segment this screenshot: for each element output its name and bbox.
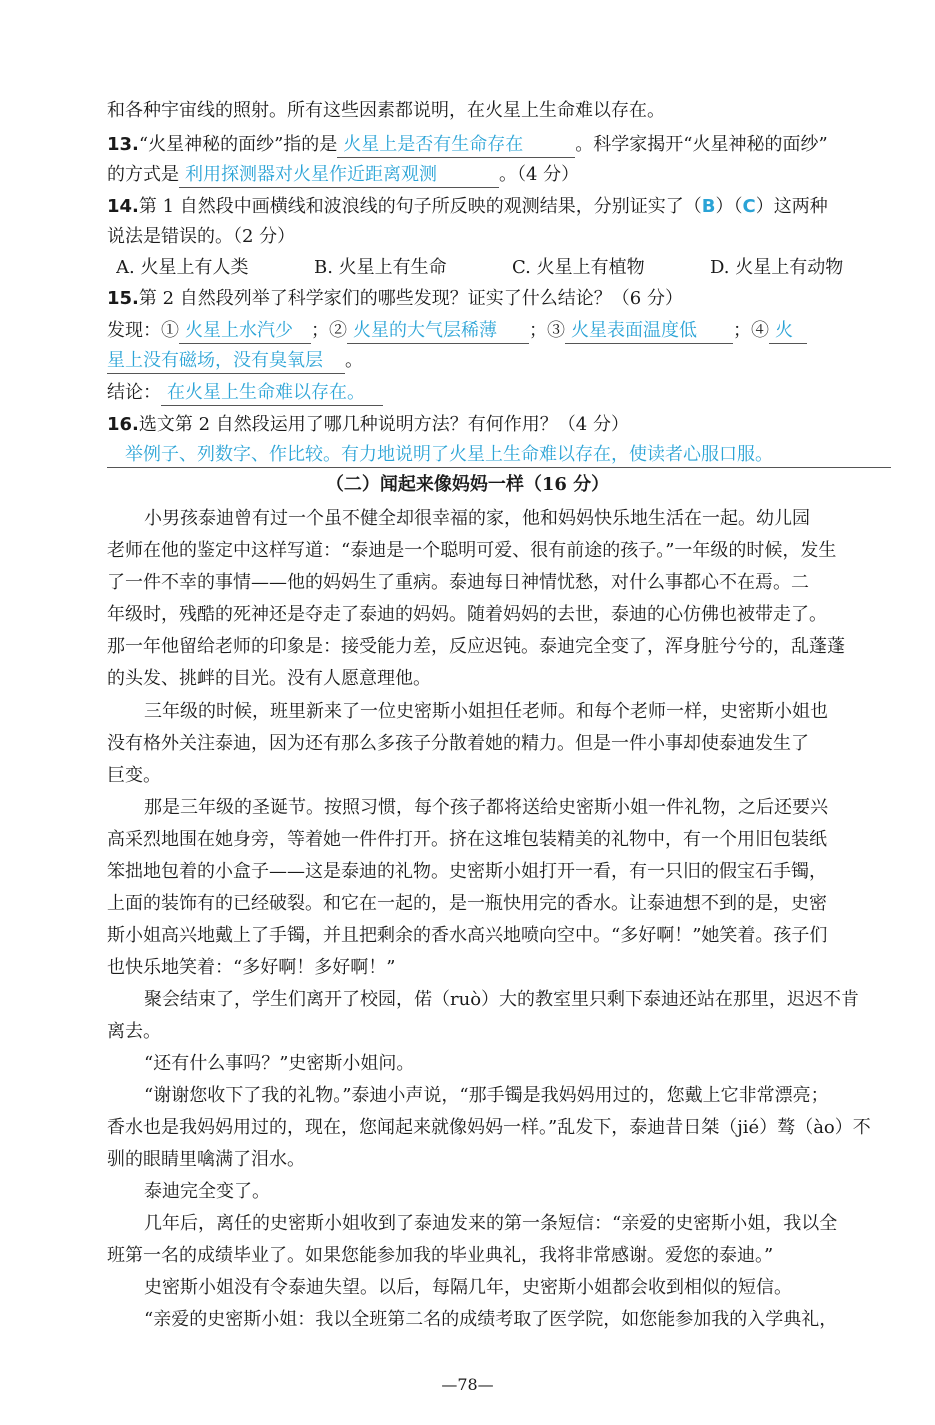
conclusion-label: 结论： <box>107 382 161 403</box>
passage-line: 聚会结束了，学生们离开了校园，偌（ruò）大的教室里只剩下泰迪还站在那里，迟迟不肯 <box>144 989 860 1010</box>
answer-blank: 火星表面温度低 <box>565 319 733 344</box>
answer-blank: 星上没有磁场，没有臭氧层 <box>107 349 345 374</box>
question-15-conclusion <box>107 380 893 406</box>
question-text: “火星神秘的面纱”指的是 <box>138 134 338 155</box>
answer-blank: 火 <box>769 319 807 344</box>
question-16-line-1 <box>107 412 893 438</box>
answer-blank: 火星上是否有生命存在 <box>337 133 575 158</box>
passage-line: 巨变。 <box>107 765 161 786</box>
passage-line: 泰迪完全变了。 <box>144 1181 270 1202</box>
question-text: 选文第 2 自然段运用了哪几种说明方法？有何作用？（4 分） <box>138 414 629 435</box>
section-title: （二）闻起来像妈妈一样（16 分） <box>325 474 610 495</box>
answer-choice: B <box>701 196 716 217</box>
page-number: —78— <box>441 1375 494 1394</box>
answer-blank: 举例子、列数字、作比较。有力地说明了火星上生命难以存在，使读者心服口服。 <box>107 443 891 468</box>
passage-line: 斯小姐高兴地戴上了手镯，并且把剩余的香水高兴地喷向空中。“多好啊！”她笑着。孩子们 <box>107 925 828 946</box>
passage-line: 小男孩泰迪曾有过一个虽不健全却很幸福的家，他和妈妈快乐地生活在一起。幼儿园 <box>144 508 810 529</box>
passage-line: 几年后，离任的史密斯小姐收到了泰迪发来的第一条短信：“亲爱的史密斯小姐，我以全 <box>144 1213 838 1234</box>
passage-line: 上面的装饰有的已经破裂。和它在一起的，是一瓶快用完的香水。让泰迪想不到的是，史密 <box>107 893 827 914</box>
separator: 。 <box>345 350 363 371</box>
question-text: 。（4 分） <box>499 164 580 185</box>
passage-line: 的头发、挑衅的目光。没有人愿意理他。 <box>107 668 431 689</box>
question-text: 的方式是 <box>107 164 179 185</box>
findings-label: 发现：① <box>107 320 179 341</box>
answer-choice: C <box>742 196 756 217</box>
separator: ；③ <box>529 320 565 341</box>
question-16-answer-line <box>107 442 893 468</box>
answer-blank: 火星的大气层稀薄 <box>347 319 529 344</box>
question-number: 15. <box>107 288 139 309</box>
passage-line: 香水也是我妈妈用过的，现在，您闻起来就像妈妈一样。”乱发下，泰迪昔日桀（jié）骜（ào）不 <box>107 1117 871 1138</box>
passage-line: “亲爱的史密斯小姐：我以全班第二名的成绩考取了医学院，如您能参加我的入学典礼， <box>144 1309 838 1330</box>
passage-line: 三年级的时候，班里新来了一位史密斯小姐担任老师。和每个老师一样，史密斯小姐也 <box>144 701 828 722</box>
passage-line: “谢谢您收下了我的礼物。”泰迪小声说，“那手镯是我妈妈用过的，您戴上它非常漂亮； <box>144 1085 829 1106</box>
passage-line: 班第一名的成绩毕业了。如果您能参加我的毕业典礼，我将非常感谢。爱您的泰迪。” <box>107 1245 774 1266</box>
answer-blank: 利用探测器对火星作近距离观测 <box>179 163 499 188</box>
top-line: 和各种宇宙线的照射。所有这些因素都说明，在火星上生命难以存在。 <box>107 100 665 121</box>
passage-line: 高采烈地围在她身旁，等着她一件件打开。挤在这堆包装精美的礼物中，有一个用旧包装纸 <box>107 829 827 850</box>
question-number: 16. <box>107 414 139 435</box>
passage-line: 年级时，残酷的死神还是夺走了泰迪的妈妈。随着妈妈的去世，泰迪的心仿佛也被带走了。 <box>107 604 827 625</box>
question-text: 第 2 自然段列举了科学家们的哪些发现？证实了什么结论？（6 分） <box>138 288 683 309</box>
passage-line: 笨拙地包着的小盒子——这是泰迪的礼物。史密斯小姐打开一看，有一只旧的假宝石手镯， <box>107 861 827 882</box>
passage-line: 离去。 <box>107 1021 161 1042</box>
passage-line: 没有格外关注泰迪，因为还有那么多孩子分散着她的精力。但是一件小事却使泰迪发生了 <box>107 733 809 754</box>
question-13-line-1 <box>107 132 893 158</box>
passage-line: 那一年他留给老师的印象是：接受能力差，反应迟钝。泰迪完全变了，浑身脏兮兮的，乱蓬蓬 <box>107 636 845 657</box>
question-14-line-1 <box>107 194 893 220</box>
passage-line: 了一件不幸的事情——他的妈妈生了重病。泰迪每日神情忧愁，对什么事都心不在焉。二 <box>107 572 809 593</box>
question-15-findings <box>107 318 893 344</box>
question-text: 。科学家揭开“火星神秘的面纱” <box>575 134 828 155</box>
option-b: B. 火星上有生命 <box>314 257 447 278</box>
passage-line: 驯的眼睛里噙满了泪水。 <box>107 1149 305 1170</box>
passage-line: 也快乐地笑着：“多好啊！多好啊！” <box>107 957 396 978</box>
option-a: A. 火星上有人类 <box>116 257 249 278</box>
question-14-line-2: 说法是错误的。（2 分） <box>107 226 296 247</box>
passage-line: 老师在他的鉴定中这样写道：“泰迪是一个聪明可爱、很有前途的孩子。”一年级的时候，发生 <box>107 540 837 561</box>
passage-line: “还有什么事吗？”史密斯小姐问。 <box>144 1053 415 1074</box>
option-c: C. 火星上有植物 <box>512 257 645 278</box>
option-d: D. 火星上有动物 <box>710 257 844 278</box>
question-text: ）这两种 <box>755 196 828 217</box>
question-14-options <box>116 255 902 281</box>
question-text: ）（ <box>715 196 743 217</box>
question-number: 13. <box>107 134 139 155</box>
question-13-line-2 <box>107 162 856 188</box>
question-15-findings-2 <box>107 348 893 374</box>
separator: ；④ <box>733 320 769 341</box>
question-15-line-1 <box>107 286 893 312</box>
answer-blank: 火星上水汽少 <box>179 319 311 344</box>
separator: ；② <box>311 320 347 341</box>
passage-line: 史密斯小姐没有令泰迪失望。以后，每隔几年，史密斯小姐都会收到相似的短信。 <box>144 1277 792 1298</box>
question-text: 第 1 自然段中画横线和波浪线的句子所反映的观测结果，分别证实了（ <box>138 196 702 217</box>
passage-line: 那是三年级的圣诞节。按照习惯，每个孩子都将送给史密斯小姐一件礼物，之后还要兴 <box>144 797 828 818</box>
question-number: 14. <box>107 196 139 217</box>
answer-blank: 在火星上生命难以存在。 <box>161 381 383 406</box>
